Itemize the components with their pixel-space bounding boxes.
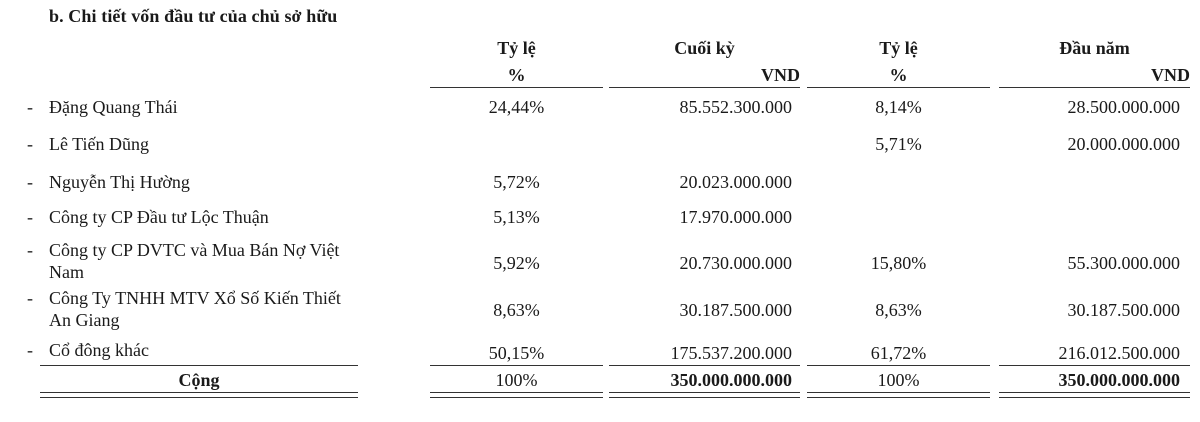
amount-begin-cell: 30.187.500.000 bbox=[1067, 300, 1180, 320]
total-amount-end: 350.000.000.000 bbox=[670, 370, 792, 390]
amount-end-cell: 85.552.300.000 bbox=[679, 97, 792, 117]
row-label: Đặng Quang Thái bbox=[49, 97, 178, 117]
total-double-rule-amount-end bbox=[609, 392, 800, 398]
ratio-end-cell: 50,15% bbox=[488, 343, 545, 363]
row-label-continued: An Giang bbox=[49, 310, 120, 330]
subtotal-rule-ratio-end bbox=[430, 365, 603, 366]
amount-begin-cell: 216.012.500.000 bbox=[1058, 343, 1180, 363]
amount-end-cell: 20.023.000.000 bbox=[679, 172, 792, 192]
row-label: Lê Tiến Dũng bbox=[49, 134, 150, 154]
ratio-begin-cell: 8,14% bbox=[875, 97, 922, 117]
ratio-begin-cell: 8,63% bbox=[875, 300, 922, 320]
column-header-ratio-end-line1: Tỷ lệ bbox=[497, 38, 536, 58]
total-double-rule-amount-begin bbox=[999, 392, 1190, 398]
row-label: Công Ty TNHH MTV Xổ Số Kiến Thiết bbox=[49, 288, 341, 308]
total-label: Cộng bbox=[178, 370, 220, 390]
amount-begin-cell: 28.500.000.000 bbox=[1067, 97, 1180, 117]
row-label: Công ty CP DVTC và Mua Bán Nợ Việt bbox=[49, 240, 340, 260]
row-label: Công ty CP Đầu tư Lộc Thuận bbox=[49, 207, 269, 227]
ratio-end-cell: 5,72% bbox=[493, 172, 540, 192]
row-bullet: - bbox=[27, 240, 33, 260]
total-double-rule-ratio-begin bbox=[807, 392, 990, 398]
row-bullet: - bbox=[27, 97, 33, 117]
column-header-ratio-begin-line1: Tỷ lệ bbox=[879, 38, 918, 58]
total-ratio-begin: 100% bbox=[877, 370, 920, 390]
column-header-ratio-begin-unit: % bbox=[889, 65, 908, 85]
row-label: Nguyễn Thị Hường bbox=[49, 172, 190, 192]
column-header-amount-end-unit: VND bbox=[761, 65, 800, 85]
subtotal-rule-ratio-begin bbox=[807, 365, 990, 366]
amount-end-cell: 175.537.200.000 bbox=[670, 343, 792, 363]
header-rule-amount-begin bbox=[999, 87, 1190, 88]
ratio-end-cell: 8,63% bbox=[493, 300, 540, 320]
amount-end-cell: 17.970.000.000 bbox=[679, 207, 792, 227]
header-rule-ratio-begin bbox=[807, 87, 990, 88]
amount-begin-cell: 20.000.000.000 bbox=[1067, 134, 1180, 154]
total-ratio-end: 100% bbox=[495, 370, 538, 390]
total-amount-begin: 350.000.000.000 bbox=[1058, 370, 1180, 390]
header-rule-ratio-end bbox=[430, 87, 603, 88]
column-header-amount-end-line1: Cuối kỳ bbox=[674, 38, 735, 58]
subtotal-rule-label bbox=[40, 365, 358, 366]
row-label: Cổ đông khác bbox=[49, 340, 149, 360]
row-bullet: - bbox=[27, 340, 33, 360]
total-double-rule-ratio-end bbox=[430, 392, 603, 398]
row-bullet: - bbox=[27, 288, 33, 308]
ratio-begin-cell: 15,80% bbox=[870, 253, 927, 273]
amount-end-cell: 20.730.000.000 bbox=[679, 253, 792, 273]
column-header-amount-begin-line1: Đầu năm bbox=[1059, 38, 1130, 58]
column-header-amount-begin-unit: VND bbox=[1151, 65, 1190, 85]
column-header-ratio-end-unit: % bbox=[507, 65, 526, 85]
header-rule-amount-end bbox=[609, 87, 800, 88]
ratio-begin-cell: 61,72% bbox=[870, 343, 927, 363]
subtotal-rule-amount-begin bbox=[999, 365, 1190, 366]
ratio-end-cell: 24,44% bbox=[488, 97, 545, 117]
row-bullet: - bbox=[27, 172, 33, 192]
amount-begin-cell: 55.300.000.000 bbox=[1067, 253, 1180, 273]
row-label-continued: Nam bbox=[49, 262, 84, 282]
total-double-rule-label bbox=[40, 392, 358, 398]
subtotal-rule-amount-end bbox=[609, 365, 800, 366]
amount-end-cell: 30.187.500.000 bbox=[679, 300, 792, 320]
ratio-end-cell: 5,92% bbox=[493, 253, 540, 273]
ratio-end-cell: 5,13% bbox=[493, 207, 540, 227]
section-title: b. Chi tiết vốn đầu tư của chủ sở hữu bbox=[49, 6, 338, 26]
ratio-begin-cell: 5,71% bbox=[875, 134, 922, 154]
row-bullet: - bbox=[27, 207, 33, 227]
row-bullet: - bbox=[27, 134, 33, 154]
